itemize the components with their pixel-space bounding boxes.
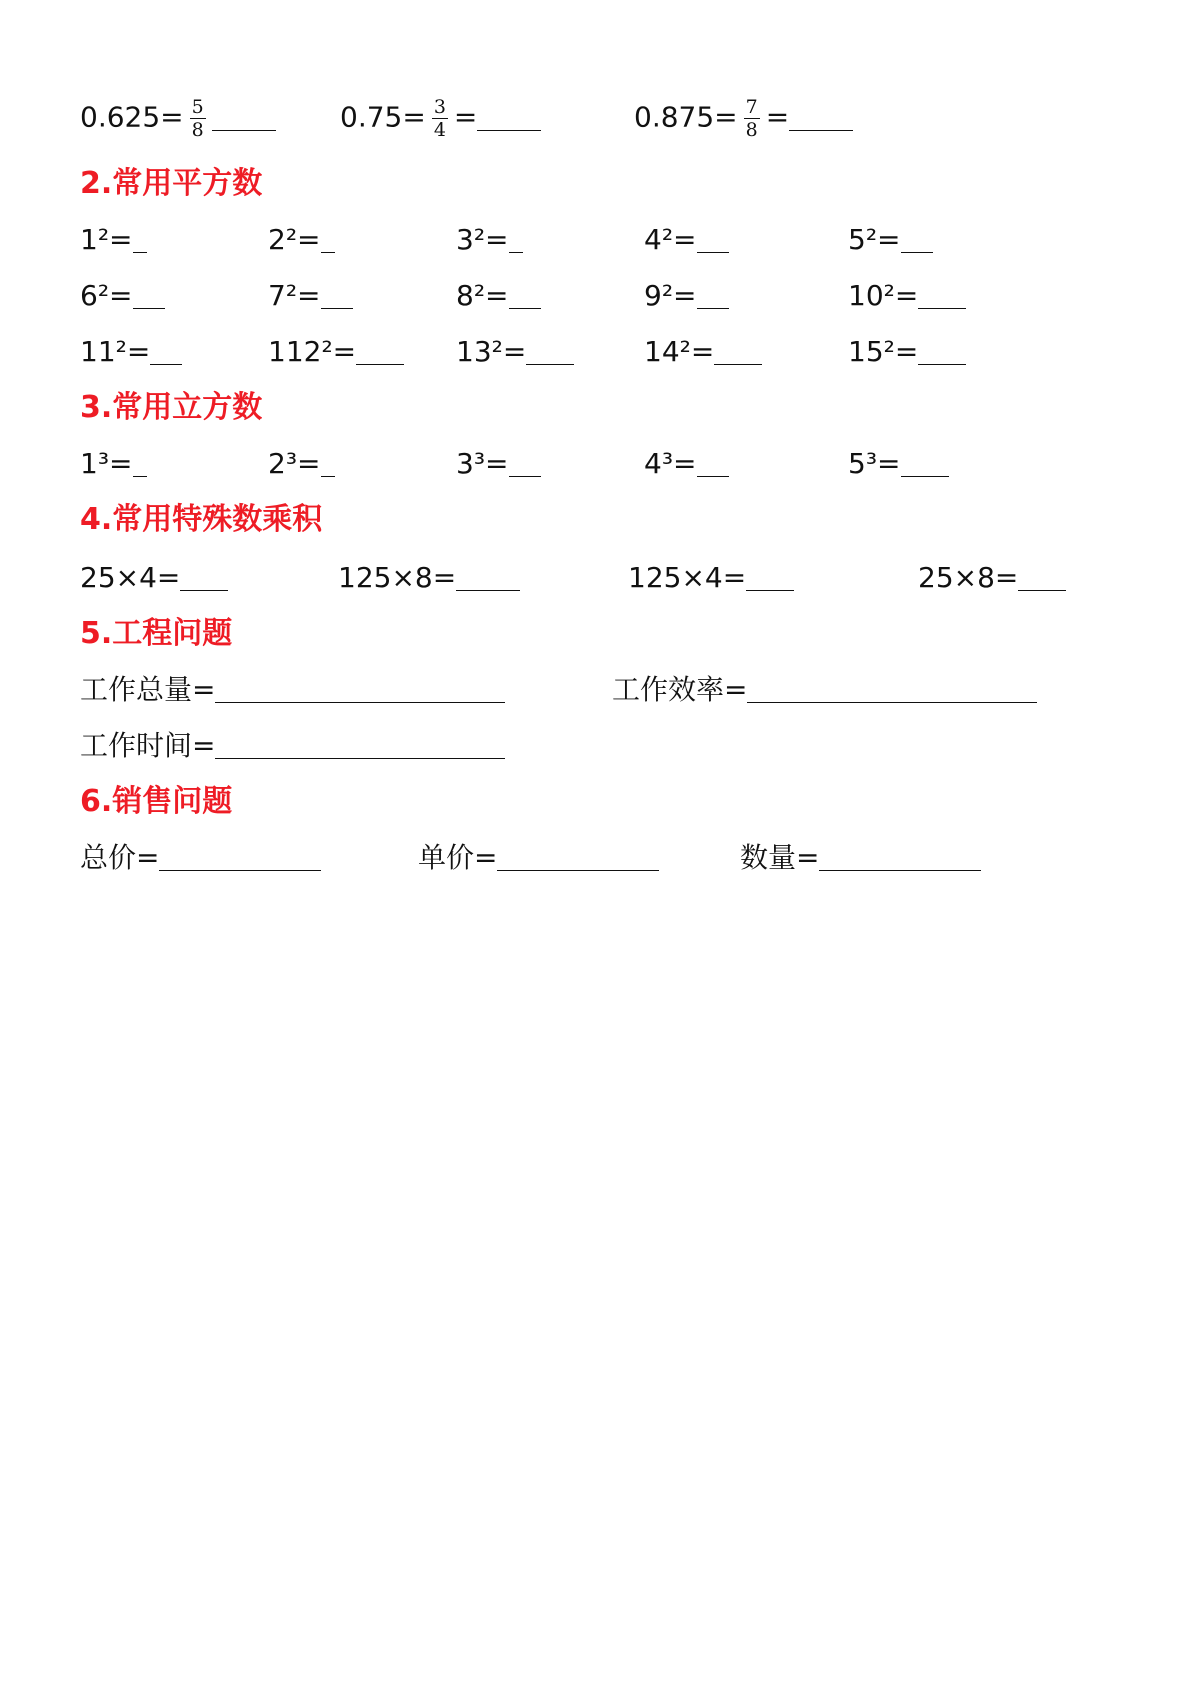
answer-blank[interactable] [746,560,794,591]
section-heading-squares: 2.常用平方数 [80,166,263,201]
fraction-item-2 [340,96,541,141]
answer-blank[interactable] [321,278,353,309]
numerator: 5 [191,96,204,118]
answer-blank[interactable] [509,446,541,477]
square-label: 10²= [848,279,919,312]
fraction-item-3 [634,96,853,141]
quantity-label: 数量= [740,841,820,874]
square-label: 9²= [644,279,697,312]
answer-blank[interactable] [509,222,523,253]
answer-blank[interactable] [918,334,966,365]
product-item [918,558,1066,598]
square-item [80,276,165,316]
quantity-line [740,838,981,878]
answer-blank[interactable] [321,222,335,253]
work-total-label: 工作总量= [80,673,216,706]
product-label: 125×4= [628,561,747,594]
fraction-rhs: = [765,100,790,134]
square-item [268,276,353,316]
denominator: 8 [191,119,204,141]
answer-blank[interactable] [133,278,165,309]
square-label: 6²= [80,279,133,312]
cube-label: 4³= [644,447,697,480]
square-label: 3²= [456,223,509,256]
total-price-label: 总价= [80,841,160,874]
cube-label: 5³= [848,447,901,480]
cube-item [456,444,541,484]
fraction-lhs: 0.875= [634,100,738,134]
denominator: 8 [745,119,758,141]
unit-price-blank[interactable] [497,840,659,871]
answer-blank[interactable] [356,334,404,365]
square-item [848,220,933,260]
section-heading-products: 4.常用特殊数乘积 [80,502,323,537]
denominator: 4 [433,119,446,141]
work-efficiency-line [612,670,1037,710]
answer-blank[interactable] [714,334,762,365]
answer-blank[interactable] [901,446,949,477]
square-label: 14²= [644,335,715,368]
square-item [644,276,729,316]
numerator: 3 [433,96,446,118]
square-item [268,332,404,372]
square-item [80,332,182,372]
square-label: 4²= [644,223,697,256]
square-item [456,276,541,316]
cube-item [268,444,335,484]
fraction [190,96,206,141]
work-total-blank[interactable] [215,672,505,703]
product-item [80,558,228,598]
answer-blank[interactable] [212,100,276,131]
work-efficiency-blank[interactable] [747,672,1037,703]
square-label: 15²= [848,335,919,368]
total-price-line [80,838,321,878]
square-label: 2²= [268,223,321,256]
answer-blank[interactable] [526,334,574,365]
square-item [644,332,762,372]
answer-blank[interactable] [133,446,147,477]
fraction [744,96,760,141]
square-label: 112²= [268,335,357,368]
work-time-label: 工作时间= [80,729,216,762]
fraction [432,96,448,141]
square-item [848,332,966,372]
answer-blank[interactable] [697,446,729,477]
cube-label: 3³= [456,447,509,480]
answer-blank[interactable] [477,100,541,131]
answer-blank[interactable] [150,334,182,365]
fraction-rhs: = [453,100,478,134]
square-label: 1²= [80,223,133,256]
product-label: 25×8= [918,561,1019,594]
square-label: 13²= [456,335,527,368]
answer-blank[interactable] [697,222,729,253]
work-efficiency-label: 工作效率= [612,673,748,706]
section-heading-engineering: 5.工程问题 [80,616,233,651]
answer-blank[interactable] [133,222,147,253]
product-label: 125×8= [338,561,457,594]
cube-label: 1³= [80,447,133,480]
cube-item [80,444,147,484]
square-item [268,220,335,260]
work-time-blank[interactable] [215,728,505,759]
work-total-line [80,670,505,710]
square-label: 5²= [848,223,901,256]
work-time-line [80,726,505,766]
square-item [644,220,729,260]
answer-blank[interactable] [456,560,520,591]
answer-blank[interactable] [180,560,228,591]
quantity-blank[interactable] [819,840,981,871]
section-heading-cubes: 3.常用立方数 [80,390,263,425]
section-heading-sales: 6.销售问题 [80,784,233,819]
cube-item [644,444,729,484]
unit-price-label: 单价= [418,841,498,874]
answer-blank[interactable] [697,278,729,309]
product-item [338,558,520,598]
answer-blank[interactable] [509,278,541,309]
square-item [456,332,574,372]
product-item [628,558,794,598]
square-item [456,220,523,260]
cube-item [848,444,949,484]
answer-blank[interactable] [321,446,335,477]
fraction-lhs: 0.75= [340,100,426,134]
unit-price-line [418,838,659,878]
answer-blank[interactable] [789,100,853,131]
answer-blank[interactable] [1018,560,1066,591]
product-label: 25×4= [80,561,181,594]
numerator: 7 [745,96,758,118]
answer-blank[interactable] [901,222,933,253]
fraction-item-1 [80,96,276,141]
cube-label: 2³= [268,447,321,480]
fraction-lhs: 0.625= [80,100,184,134]
total-price-blank[interactable] [159,840,321,871]
square-label: 8²= [456,279,509,312]
answer-blank[interactable] [918,278,966,309]
square-item [80,220,147,260]
square-label: 7²= [268,279,321,312]
square-item [848,276,966,316]
square-label: 11²= [80,335,151,368]
